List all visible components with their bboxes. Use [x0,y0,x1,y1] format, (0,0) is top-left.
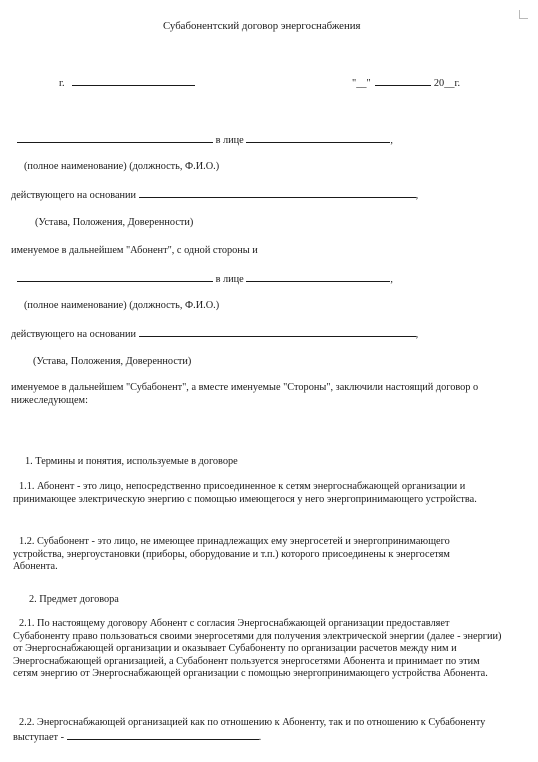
party1-hint: (полное наименование) (должность, Ф.И.О.) [24,161,220,172]
party1-acting-line [11,188,418,202]
paragraph-2-2-end: . [258,731,262,743]
party2-acting-on: действующего на основании [11,329,137,340]
city-line [59,76,195,90]
party1-comma: , [390,135,393,146]
party1-name-blank[interactable] [17,133,213,143]
party2-named: именуемое в дальнейшем "Субабонент", а вместе именуемые "Стороны", заключили настоящий договор о нижеследующем: [11,382,479,406]
date-month-blank[interactable] [375,76,431,86]
party1-name-line [17,133,393,147]
party2-acting-hint: (Устава, Положения, Доверенности) [33,356,192,367]
party2-name-line [17,272,393,286]
document-title: Субабонентский договор энергоснабжения [163,20,361,32]
date-day-blank[interactable]: __ [356,78,367,89]
party2-hint: (полное наименование) (должность, Ф.И.О.) [24,300,220,311]
party2-in-person: в лице [215,274,244,285]
party2-comma: , [390,274,393,285]
party2-basis-blank[interactable] [139,327,416,337]
party1-named: именуемое в дальнейшем "Абонент", с одной стороны и [11,245,258,256]
party1-person-blank[interactable] [246,133,390,143]
party2-acting-line [11,327,418,341]
supplier-blank[interactable] [67,730,259,740]
date-quote-close: " [366,78,371,89]
city-prefix: г. [59,78,65,89]
paragraph-2-2-text: 2.2. Энергоснабжающей организацией как по отношению к Абоненту, так и по отношению к Субабоненту выступает - [13,717,486,743]
section1-heading: 1. Термины и понятия, используемые в договоре [25,456,238,467]
party2-person-blank[interactable] [246,272,390,282]
paragraph-2-2 [13,717,503,744]
party1-acting-on: действующего на основании [11,190,137,201]
date-quote-open: " [352,78,357,89]
party2-name-blank[interactable] [17,272,213,282]
paragraph-1-1: 1.1. Абонент - это лицо, непосредственно присоединенное к сетям энергоснабжающей организации и принимающее электрическую энергию с помощью имеющегося у него энергопринимающего устройства. [13,481,477,505]
paragraph-1-2: 1.2. Субабонент - это лицо, не имеющее принадлежащих ему энергосетей и энергопринимающего устройства, энергоустановки (приборы, оборудование и т.п.) которого присоединены к энергосетям Абонента. [13,536,450,573]
party1-acting-comma: , [415,190,419,201]
party1-basis-blank[interactable] [139,188,416,198]
party2-acting-comma: , [415,329,419,340]
city-blank[interactable] [72,76,195,86]
date-line [352,76,460,90]
paragraph-2-1: 2.1. По настоящему договору Абонент с согласия Энергоснабжающей организации предоставляет Субабоненту право пользоваться своими энергосетями для получения электрической энергии (далее - энергии) от Энергоснабжающей организации и оказывает Субабоненту по организации расчетов между ним и Энергоснабжающей организацией, а Субабонент пользуется энергосетями Абонента и принимает по этим сетям энергию от Энергоснабжающей организации с помощью энергопринимающего устройства Абонента. [13,618,502,680]
party1-acting-hint: (Устава, Положения, Доверенности) [35,217,194,228]
page-corner-mark [519,10,528,19]
section2-heading: 2. Предмет договора [29,594,119,605]
party1-in-person: в лице [215,135,244,146]
date-year: 20__г. [433,78,461,89]
